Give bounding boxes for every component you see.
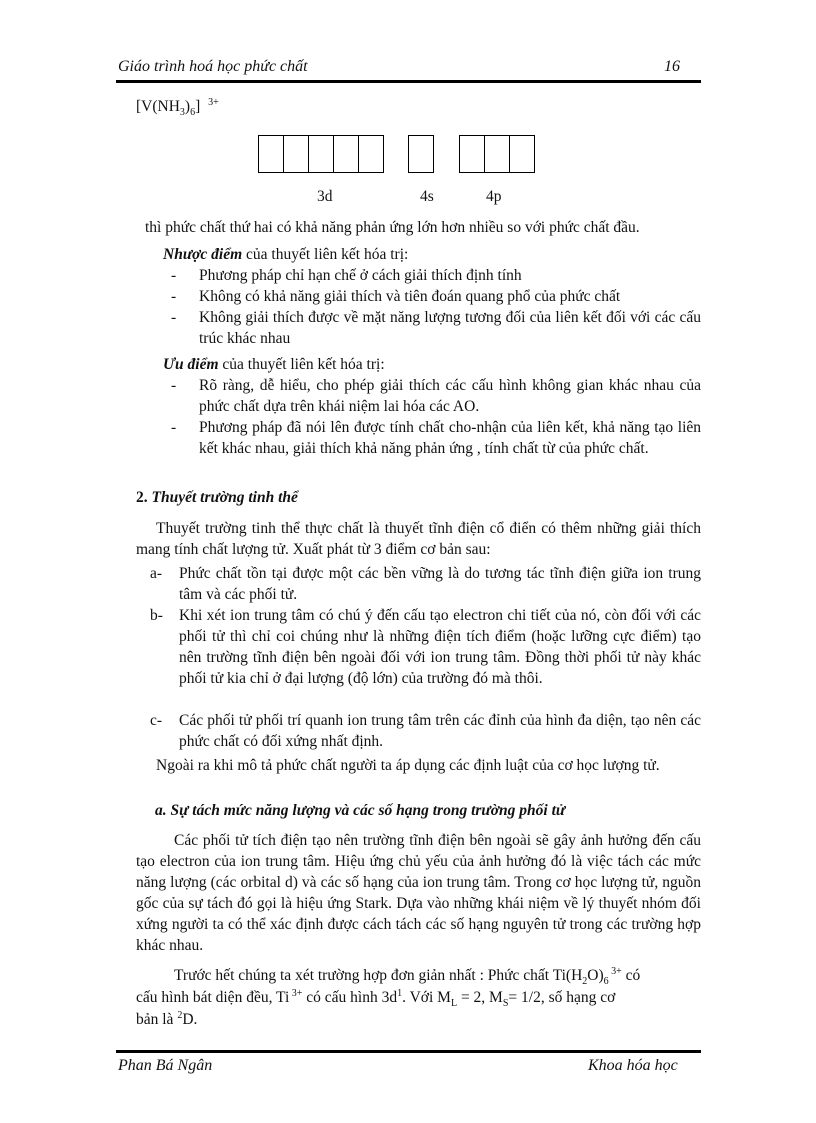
list-item: - Không giải thích được về mặt năng lượng tương đối của liên kết đối với các cấu trúc khác nhau (171, 309, 701, 347)
section-heading: 2. Thuyết trường tinh thể (136, 489, 298, 506)
orbital-box (459, 135, 485, 173)
orbital-box (308, 135, 334, 173)
advantages-heading: Ưu điểm của thuyết liên kết hóa trị: (163, 356, 385, 373)
disadvantages-heading: Nhược điểm của thuyết liên kết hóa trị: (163, 246, 409, 263)
subsection-heading: a. Sự tách mức năng lượng và các số hạng trong trường phối tử (155, 802, 566, 819)
footer-author: Phan Bá Ngân (118, 1057, 213, 1074)
page-number: 16 (664, 58, 680, 75)
complex-formula: $[V(NH_3)_6]$ $^{3+}$ (136, 96, 219, 119)
orbital-label-3d: 3d (317, 188, 333, 205)
ti-complex-line: Trước hết chúng ta xét trường hợp đơn giản nhất : Phức chất $Ti(H_2O)_6$ $^{3+}$ có (174, 965, 641, 988)
orbital-box (484, 135, 510, 173)
point-item: b- Khi xét ion trung tâm có chú ý đến cấu tạo electron chi tiết của nó, còn đối với các phối tử thì chỉ coi chúng như là những điện tích điểm (hoặc lưỡng cực điểm) tạo nên trường tĩnh điện bên ngoài đối với ion trung tâm. Đồng thời phối tử này khác phối tử kia chỉ ở đại lượng (độ lớn) của trường đó mà thôi. (150, 607, 701, 687)
section-intro: Thuyết trường tinh thể thực chất là thuyết tĩnh điện cổ điển có thêm những giải thích mang tính chất lượng tử. Xuất phát từ 3 điểm cơ bản sau: (136, 520, 701, 558)
header-rule (116, 80, 701, 83)
point-item: c- Các phối tử phối trí quanh ion trung tâm trên các đỉnh của hình đa diện, tạo nên các phức chất có đối xứng nhất định. (150, 712, 701, 750)
orbital-box (258, 135, 284, 173)
point-item: a- Phức chất tồn tại được một các bền vững là do tương tác tĩnh điện giữa ion trung tâm và các phối tử. (150, 565, 701, 603)
orbital-box (333, 135, 359, 173)
list-item: - Phương pháp đã nói lên được tính chất cho-nhận của liên kết, khả năng tạo liên kết khác nhau, giải thích khả năng phản ứng , tính chất từ của phức chất. (171, 419, 701, 457)
intro-line: thì phức chất thứ hai có khả năng phản ứng lớn hơn nhiều so với phức chất đầu. (145, 219, 640, 236)
orbital-box (358, 135, 384, 173)
subsection-paragraph: Các phối tử tích điện tạo nên trường tĩnh điện bên ngoài sẽ gây ảnh hưởng đến cấu tạo electron của ion trung tâm. Hiệu ứng chủ yếu của ảnh hưởng đó là việc tách các mức năng lượng (các orbital d) và các số hạng của ion trung tâm. Trong cơ học lượng tử, nguồn gốc của sự tách đó gọi là hiệu ứng Stark. Dựa vào những khái niệm về lý thuyết nhóm đối xứng người ta có thể xác định được cách tách các số hạng nguyên tử trong các trường hợp khác nhau. (136, 832, 701, 954)
orbital-box (283, 135, 309, 173)
orbital-box (509, 135, 535, 173)
ground-term-line: bản là $^2$D. (136, 1009, 198, 1028)
orbital-label-4p: 4p (486, 188, 502, 205)
list-item: - Rõ ràng, dễ hiểu, cho phép giải thích các cấu hình không gian khác nhau của phức chất dựa trên khái niệm lai hóa các AO. (171, 377, 701, 415)
section-note: Ngoài ra khi mô tả phức chất người ta áp dụng các định luật của cơ học lượng tử. (156, 757, 660, 774)
header-title: Giáo trình hoá học phức chất (118, 58, 308, 75)
list-item: - Không có khả năng giải thích và tiên đoán quang phổ của phức chất (171, 288, 621, 305)
orbital-4s-box (409, 135, 434, 173)
orbital-label-4s: 4s (420, 188, 434, 205)
orbital-box (408, 135, 434, 173)
footer-rule (116, 1050, 701, 1053)
footer-department: Khoa hóa học (588, 1057, 678, 1074)
list-item: - Phương pháp chỉ hạn chế ở cách giải thích định tính (171, 267, 522, 284)
orbital-3d-boxes (259, 135, 384, 173)
ti-config-line: cấu hình bát diện đều, Ti $^{3+}$ có cấu hình $3d^1$. Với $M_L = 2$, $M_S= 1/2$, số hạng cơ (136, 987, 616, 1010)
orbital-4p-boxes (460, 135, 535, 173)
